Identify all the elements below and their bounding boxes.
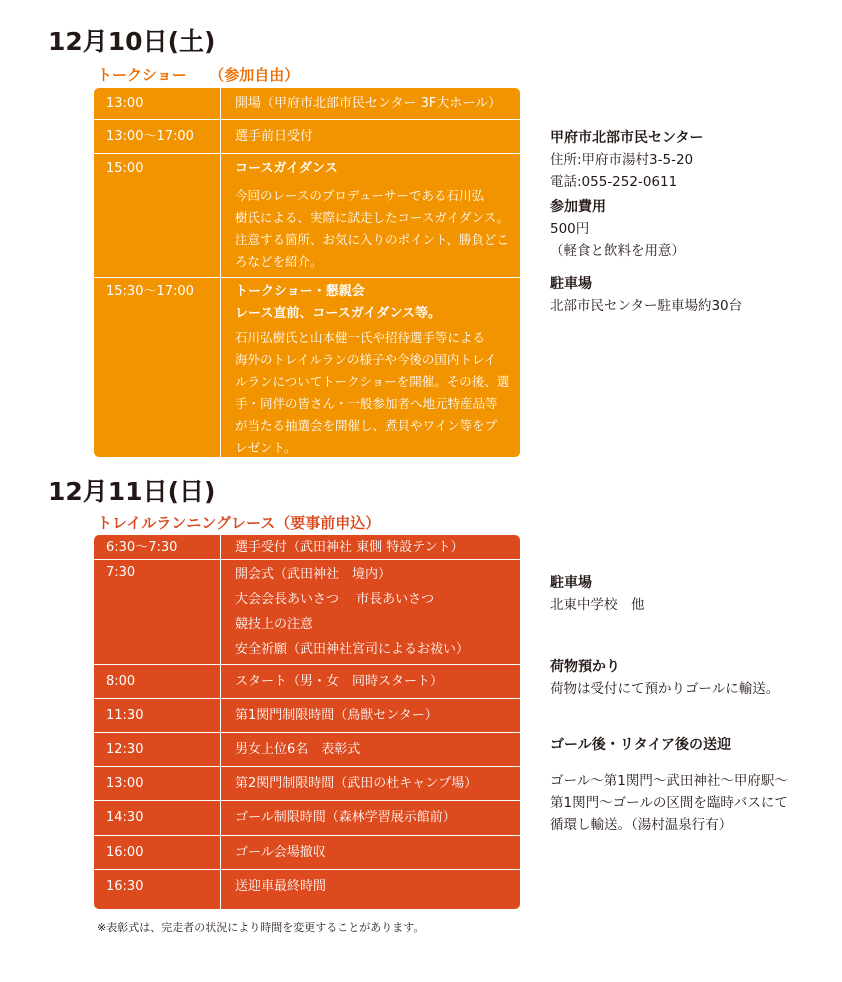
venue-heading: 甲府市北部市民センター: [550, 130, 704, 146]
day2-title: 12月11日(日): [48, 477, 216, 506]
row-time: 16:00: [106, 845, 144, 860]
talkshow-section-title: トークショー （参加自由）: [97, 66, 300, 84]
table-row: [94, 870, 520, 909]
row-title: 選手受付（武田神社 東側 特設テント）: [235, 540, 464, 555]
row-title: 第2関門制限時間（武田の杜キャンプ場）: [235, 776, 478, 791]
venue-address: 住所:甲府市湯村3-5-20: [550, 152, 694, 168]
footnote: ※表彰式は、完走者の状況により時間を変更することがあります。: [97, 921, 425, 934]
row-title: 開場（甲府市北部市民センター 3F大ホール）: [235, 96, 502, 111]
fee-heading: 参加費用: [550, 199, 606, 215]
baggage-heading: 荷物預かり: [550, 659, 620, 675]
row-time: 12:30: [106, 742, 144, 757]
table-row: [94, 560, 520, 665]
row-desc-line: 注意する箇所、お気に入りのポイント、勝負どこ: [235, 232, 509, 247]
row-time: 11:30: [106, 708, 144, 723]
row-subtitle: レース直前、コースガイダンス等。: [235, 306, 442, 321]
row-time: 14:30: [106, 810, 144, 825]
fee-value: 500円: [550, 221, 590, 237]
table-row: [94, 665, 520, 699]
row-desc-line: 手・同伴の皆さん・一般参加者へ地元特産品等: [235, 396, 498, 411]
row-title: コースガイダンス: [235, 161, 338, 176]
row-line: 競技上の注意: [235, 617, 314, 632]
row-time: 6:30～7:30: [106, 540, 178, 555]
race-section-title: トレイルランニングレース（要事前申込）: [97, 514, 381, 532]
parking-value: 北東中学校 他: [550, 597, 645, 613]
row-title: トークショー・懇親会: [235, 284, 365, 299]
table-row: [94, 154, 520, 278]
row-title: 送迎車最終時間: [235, 879, 327, 894]
table-row: [94, 120, 520, 154]
fee-note: （軽食と飲料を用意）: [550, 243, 685, 259]
table-row: [94, 767, 520, 801]
talkshow-schedule-table: [94, 88, 520, 457]
table-row: [94, 88, 520, 120]
row-title: ゴール制限時間（森林学習展示館前）: [235, 810, 456, 825]
row-desc-line: ルランについてトークショーを開催。その後、選: [235, 374, 510, 389]
row-line: 安全祈願（武田神社宮司によるお祓い）: [235, 642, 470, 657]
row-time: 15:00: [106, 161, 144, 176]
shuttle-line: 第1関門～ゴールの区間を臨時バスにて: [550, 795, 788, 811]
table-row: [94, 278, 520, 457]
race-info: [550, 572, 840, 836]
row-time: 13:00: [106, 776, 144, 791]
row-title: 男女上位6名 表彰式: [235, 742, 361, 757]
row-title: 選手前日受付: [235, 129, 314, 144]
table-row: [94, 836, 520, 870]
row-desc-line: レゼント。: [235, 440, 297, 455]
row-line: 開会式（武田神社 境内）: [235, 567, 392, 582]
row-desc-line: 海外のトレイルランの様子や今後の国内トレイ: [235, 352, 497, 367]
table-row: [94, 535, 520, 560]
row-time: 7:30: [106, 565, 136, 580]
row-title: 第1関門制限時間（鳥獣センター）: [235, 708, 438, 723]
row-time: 15:30～17:00: [106, 284, 194, 299]
shuttle-line: 循環し輸送。（湯村温泉行有）: [550, 817, 733, 833]
row-desc-line: 今回のレースのプロデューサーである石川弘: [235, 188, 485, 203]
parking-heading: 駐車場: [550, 276, 592, 292]
day1-title: 12月10日(土): [48, 27, 216, 56]
row-line: 大会会長あいさつ 市長あいさつ: [235, 592, 435, 607]
venue-phone: 電話:055-252-0611: [550, 174, 678, 190]
venue-info: [550, 127, 830, 317]
shuttle-heading: ゴール後・リタイア後の送迎: [550, 737, 732, 753]
baggage-value: 荷物は受付にて預かりゴールに輸送。: [550, 681, 780, 697]
row-title: スタート（男・女 同時スタート）: [235, 674, 444, 689]
race-schedule-table: [94, 535, 520, 909]
row-title: ゴール会場撤収: [235, 845, 326, 860]
row-time: 13:00～17:00: [106, 129, 194, 144]
table-row: [94, 801, 520, 836]
shuttle-line: ゴール～第1関門～武田神社～甲府駅～: [550, 773, 788, 789]
row-desc-line: 樹氏による、実際に試走したコースガイダンス。: [235, 210, 510, 225]
row-time: 16:30: [106, 879, 144, 894]
parking-value: 北部市民センター駐車場約30台: [550, 298, 743, 314]
row-time: 13:00: [106, 96, 144, 111]
row-desc-line: ろなどを紹介。: [235, 254, 323, 269]
row-desc-line: 石川弘樹氏と山本健一氏や招待選手等による: [235, 330, 486, 345]
row-time: 8:00: [106, 674, 136, 689]
table-row: [94, 699, 520, 733]
parking-heading: 駐車場: [550, 575, 592, 591]
row-desc-line: が当たる抽選会を開催し、煮貝やワイン等をプ: [235, 418, 498, 433]
table-row: [94, 733, 520, 767]
